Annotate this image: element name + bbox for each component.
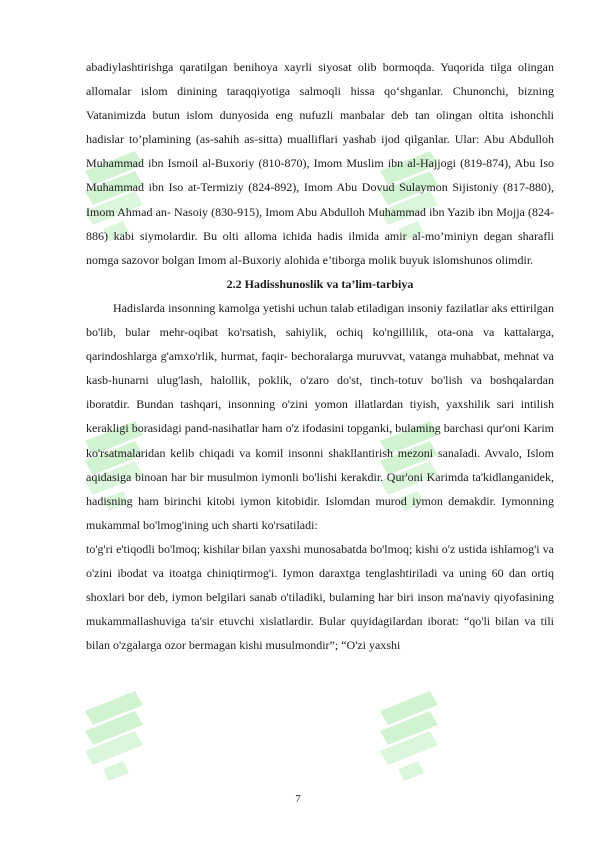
page-content [86, 55, 554, 657]
watermark-mark [380, 691, 438, 781]
page-number: 7 [295, 793, 301, 805]
watermark-mark [85, 691, 143, 781]
paragraph-1: abadiylashtirishga qaratilgan benihoya xayrli siyosat olib bormoqda. Yuqorida tilga olingan allomalar islom dinining taraqqiyotiga salmoqli hissa qo‘shganlar. Chunonchi, bizning Vatanimizda butun islom dunyosida eng nufuzli manbalar deb tan olingan oltita ishonchli hadislar to’plamining (as-sahih as-sitta) mualliflari yashab ijod qilganlar. Ular: Abu Abdulloh Muhammad ibn Ismoil al-Buxoriy (810-870), Imom Muslim ibn al-Hajjogi (819-874), Abu Iso Muhammad ibn Iso at-Termiziy (824-892), Imom Abu Dovud Sulaymon Sijistoniy (817-880), Imom Ahmad an- Nasoiy (830-915), Imom Abu Abdulloh Muhammad ibn Yazib ibn Mojja (824-886) kabi siymolardir. Bu olti alloma ichida hadis ilmida amir al-mo’miniyn degan sharafli nomga sazovor bolgan Imom al-Buxoriy alohida e’tiborga molik buyuk islomshunos olimdir. [86, 60, 554, 267]
paragraph-2: Hadislarda insonning kamolga yetishi uchun talab etiladigan insoniy fazilatlar aks ettirilgan bo'lib, bular mehr-oqibat ko'rsatish, sahiylik, ochiq ko'ngillilik, ota-ona va kattalarga, qarindoshlarga g'amxo'rlik, hurmat, faqir- bechoralarga muruvvat, vatanga muhabbat, mehnat va kasb-hunarni ulug'lash, halollik, poklik, o'zaro do'st, tinch-totuv bo'lish va boshqalardan iboratdir. Bundan tashqari, insonning o'zini yomon illatlardan tiyish, yaxshilik sari intilish kerakligi borasidagi pand-nasihatlar ham o'z ifodasini topganki, bulaming barchasi qur'oni Karim ko'rsatmalaridan kelib chiqadi va komil insonni shakllantirish mezoni sanaladi. Avvalo, Islom aqidasiga binoan har bir musulmon iymonli bo'lishi kerakdir. Qur'oni Karimda ta'kidlanganidek, hadisning ham birinchi kitobi iymon kitobidir. Islomdan murod iymon demakdir. Iymonning mukammal bo'lmog'ining uch sharti ko'rsatiladi: [86, 300, 554, 532]
section-heading: 2.2 Hadisshunoslik va ta’lim-tarbiya [226, 276, 414, 291]
paragraph-3: to'g'ri e'tiqodli bo'lmoq; kishilar bilan yaxshi munosabatda bo'lmoq; kishi o'z ustida ishlamog'i va o'zini ibodat va itoatga chiniqtirmog'i. Iymon daraxtga tenglashtiriladi va uning 60 dan ortiq shoxlari bor deb, iymon belgilari sanab o'tiladiki, bulaming har biri inson ma'naviy qiyofasining mukammallashuviga ta'sir etuvchi xislatlardir. Bular quyidagilardan iborat: “qo'li bilan va tili bilan o'zgalarga ozor bermagan kishi musulmondir”; “O'zi yaxshi [86, 541, 554, 653]
